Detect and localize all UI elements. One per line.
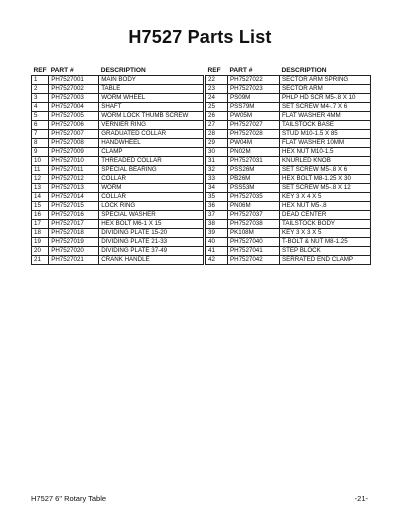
cell-ref: 10 (32, 157, 49, 166)
cell-part-number: PH7527037 (228, 211, 280, 220)
table-row (206, 211, 371, 220)
cell-part-number: PH7527002 (49, 85, 99, 94)
cell-part-number: PSS26M (228, 166, 280, 175)
cell-ref: 15 (32, 202, 49, 211)
table-row (32, 202, 204, 211)
table-row (206, 148, 371, 157)
cell-part-number: PH7527028 (228, 130, 280, 139)
cell-description: COLLAR (99, 193, 204, 202)
cell-description: SET SCREW M4-.7 X 6 (280, 103, 371, 112)
col-part-header: PART # (229, 67, 253, 74)
table-row (206, 229, 371, 238)
cell-part-number: PH7527006 (49, 121, 99, 130)
parts-table-right-body (206, 76, 371, 265)
cell-ref: 23 (206, 85, 228, 94)
col-part-header: PART # (50, 67, 74, 74)
cell-description: WORM WHEEL (99, 94, 204, 103)
footer-manual-title: H7527 6" Rotary Table (31, 494, 107, 503)
cell-ref: 11 (32, 166, 49, 175)
table-row (32, 238, 204, 247)
table-row (32, 94, 204, 103)
cell-ref: 33 (206, 175, 228, 184)
cell-part-number: PH7527011 (49, 166, 99, 175)
cell-description: SERRATED END CLAMP (280, 256, 371, 265)
cell-part-number: PW04M (228, 139, 280, 148)
cell-ref: 2 (32, 85, 49, 94)
cell-part-number: PH7527009 (49, 148, 99, 157)
table-row (206, 76, 371, 85)
table-row (206, 139, 371, 148)
cell-description: TAILSTOCK BODY (280, 220, 371, 229)
table-row (32, 121, 204, 130)
cell-part-number: PH7527016 (49, 211, 99, 220)
cell-ref: 24 (206, 94, 228, 103)
cell-description: FLAT WASHER 4MM (280, 112, 371, 121)
cell-description: DIVIDING PLATE 21-33 (99, 238, 204, 247)
cell-ref: 40 (206, 238, 228, 247)
table-row (32, 166, 204, 175)
cell-ref: 3 (32, 94, 49, 103)
cell-ref: 17 (32, 220, 49, 229)
table-row (206, 130, 371, 139)
cell-ref: 9 (32, 148, 49, 157)
cell-description: MAIN BODY (99, 76, 204, 85)
cell-description: TABLE (99, 85, 204, 94)
table-row (32, 229, 204, 238)
cell-description: T-BOLT & NUT M8-1.25 (280, 238, 371, 247)
cell-part-number: PSS79M (228, 103, 280, 112)
cell-part-number: PH7527014 (49, 193, 99, 202)
cell-ref: 5 (32, 112, 49, 121)
table-row (32, 112, 204, 121)
cell-description: VERNIER RING (99, 121, 204, 130)
cell-ref: 38 (206, 220, 228, 229)
cell-ref: 27 (206, 121, 228, 130)
cell-part-number: PH7527023 (228, 85, 280, 94)
cell-description: COLLAR (99, 175, 204, 184)
table-row (32, 193, 204, 202)
cell-description: DIVIDING PLATE 37-49 (99, 247, 204, 256)
cell-description: FLAT WASHER 10MM (280, 139, 371, 148)
table-row (206, 238, 371, 247)
cell-ref: 16 (32, 211, 49, 220)
parts-table-left-grid (31, 66, 204, 265)
table-row (32, 211, 204, 220)
table-row (32, 85, 204, 94)
cell-description: HANDWHEEL (99, 139, 204, 148)
cell-part-number: PH7527020 (49, 247, 99, 256)
col-ref-header: REF (33, 67, 47, 74)
cell-description: STUD M10-1.5 X 85 (280, 130, 371, 139)
cell-ref: 4 (32, 103, 49, 112)
cell-ref: 25 (206, 103, 228, 112)
cell-ref: 12 (32, 175, 49, 184)
table-row (206, 103, 371, 112)
cell-part-number: PH7527010 (49, 157, 99, 166)
table-row (32, 256, 204, 265)
cell-part-number: PH7527035 (228, 193, 280, 202)
cell-part-number: PH7527021 (49, 256, 99, 265)
cell-description: HEX NUT M5-.8 (280, 202, 371, 211)
cell-description: WORM LOCK THUMB SCREW (99, 112, 204, 121)
cell-ref: 37 (206, 211, 228, 220)
cell-ref: 19 (32, 238, 49, 247)
col-description-header: DESCRIPTION (100, 67, 146, 74)
cell-part-number: PK108M (228, 229, 280, 238)
parts-table-right (205, 66, 371, 265)
table-row (32, 103, 204, 112)
cell-ref: 21 (32, 256, 49, 265)
table-row (206, 85, 371, 94)
cell-description: LOCK RING (99, 202, 204, 211)
cell-part-number: PH7527022 (228, 76, 280, 85)
table-row (206, 184, 371, 193)
cell-description: HEX BOLT M6-1 X 15 (99, 220, 204, 229)
cell-ref: 26 (206, 112, 228, 121)
cell-ref: 29 (206, 139, 228, 148)
table-row (206, 157, 371, 166)
cell-description: CLAMP (99, 148, 204, 157)
cell-part-number: PH7527008 (49, 139, 99, 148)
cell-part-number: PH7527003 (49, 94, 99, 103)
cell-ref: 28 (206, 130, 228, 139)
cell-description: DEAD CENTER (280, 211, 371, 220)
cell-ref: 34 (206, 184, 228, 193)
cell-part-number: PH7527005 (49, 112, 99, 121)
cell-part-number: PH7527040 (228, 238, 280, 247)
cell-description: SECTOR ARM SPRING (280, 76, 371, 85)
table-row (206, 166, 371, 175)
parts-table-right-grid (205, 66, 371, 265)
cell-part-number: PN02M (228, 148, 280, 157)
cell-part-number: PS09M (228, 94, 280, 103)
cell-ref: 20 (32, 247, 49, 256)
cell-ref: 35 (206, 193, 228, 202)
table-row (32, 175, 204, 184)
cell-ref: 13 (32, 184, 49, 193)
table-row (32, 130, 204, 139)
table-row (32, 76, 204, 85)
table-row (32, 220, 204, 229)
cell-ref: 31 (206, 157, 228, 166)
cell-description: DIVIDING PLATE 15-20 (99, 229, 204, 238)
cell-part-number: PSS53M (228, 184, 280, 193)
table-header-row (206, 66, 371, 76)
cell-part-number: PH7527038 (228, 220, 280, 229)
page-title: H7527 Parts List (128, 27, 272, 47)
cell-part-number: PH7527001 (49, 76, 99, 85)
table-row (206, 220, 371, 229)
cell-ref: 8 (32, 139, 49, 148)
table-row (206, 121, 371, 130)
table-row (206, 94, 371, 103)
table-row (32, 184, 204, 193)
table-row (206, 202, 371, 211)
cell-description: PHLP HD SCR M5-.8 X 10 (280, 94, 371, 103)
cell-part-number: PH7527007 (49, 130, 99, 139)
cell-part-number: PH7527018 (49, 229, 99, 238)
cell-description: SPECIAL WASHER (99, 211, 204, 220)
cell-description: KEY 3 X 4 X 5 (280, 193, 371, 202)
cell-part-number: PH7527017 (49, 220, 99, 229)
cell-ref: 1 (32, 76, 49, 85)
cell-description: SET SCREW M5-.8 X 12 (280, 184, 371, 193)
cell-ref: 30 (206, 148, 228, 157)
cell-ref: 6 (32, 121, 49, 130)
table-row (206, 256, 371, 265)
cell-description: HEX NUT M10-1.5 (280, 148, 371, 157)
table-row (206, 175, 371, 184)
cell-description: SECTOR ARM (280, 85, 371, 94)
col-description-header: DESCRIPTION (281, 67, 327, 74)
cell-part-number: PH7527004 (49, 103, 99, 112)
cell-part-number: PH7527013 (49, 184, 99, 193)
cell-part-number: PN06M (228, 202, 280, 211)
cell-part-number: PH7527012 (49, 175, 99, 184)
cell-ref: 22 (206, 76, 228, 85)
cell-description: TAILSTOCK BASE (280, 121, 371, 130)
table-header-row (32, 66, 204, 76)
table-row (32, 247, 204, 256)
table-row (206, 193, 371, 202)
table-row (32, 139, 204, 148)
cell-description: CRANK HANDLE (99, 256, 204, 265)
cell-description: WORM (99, 184, 204, 193)
cell-ref: 41 (206, 247, 228, 256)
cell-description: SHAFT (99, 103, 204, 112)
col-ref-header: REF (207, 67, 221, 74)
cell-description: SPECIAL BEARING (99, 166, 204, 175)
cell-part-number: PH7527027 (228, 121, 280, 130)
cell-description: THREADED COLLAR (99, 157, 204, 166)
parts-table-left (31, 66, 204, 265)
cell-part-number: PH7527031 (228, 157, 280, 166)
cell-description: KEY 3 X 3 X 5 (280, 229, 371, 238)
cell-ref: 42 (206, 256, 228, 265)
parts-table-left-body (32, 76, 204, 265)
cell-part-number: PH7527019 (49, 238, 99, 247)
cell-ref: 32 (206, 166, 228, 175)
cell-description: HEX BOLT M8-1.25 X 30 (280, 175, 371, 184)
table-row (206, 247, 371, 256)
cell-ref: 36 (206, 202, 228, 211)
table-row (32, 148, 204, 157)
cell-ref: 39 (206, 229, 228, 238)
cell-description: GRADUATED COLLAR (99, 130, 204, 139)
footer-page-number: -21- (354, 494, 368, 503)
table-row (32, 157, 204, 166)
cell-part-number: PH7527015 (49, 202, 99, 211)
cell-description: KNURLED KNOB (280, 157, 371, 166)
table-row (206, 112, 371, 121)
cell-description: STEP BLOCK (280, 247, 371, 256)
cell-ref: 7 (32, 130, 49, 139)
cell-part-number: PB26M (228, 175, 280, 184)
cell-ref: 18 (32, 229, 49, 238)
cell-ref: 14 (32, 193, 49, 202)
cell-part-number: PW05M (228, 112, 280, 121)
cell-description: SET SCREW M5-.8 X 6 (280, 166, 371, 175)
cell-part-number: PH7527042 (228, 256, 280, 265)
cell-part-number: PH7527041 (228, 247, 280, 256)
